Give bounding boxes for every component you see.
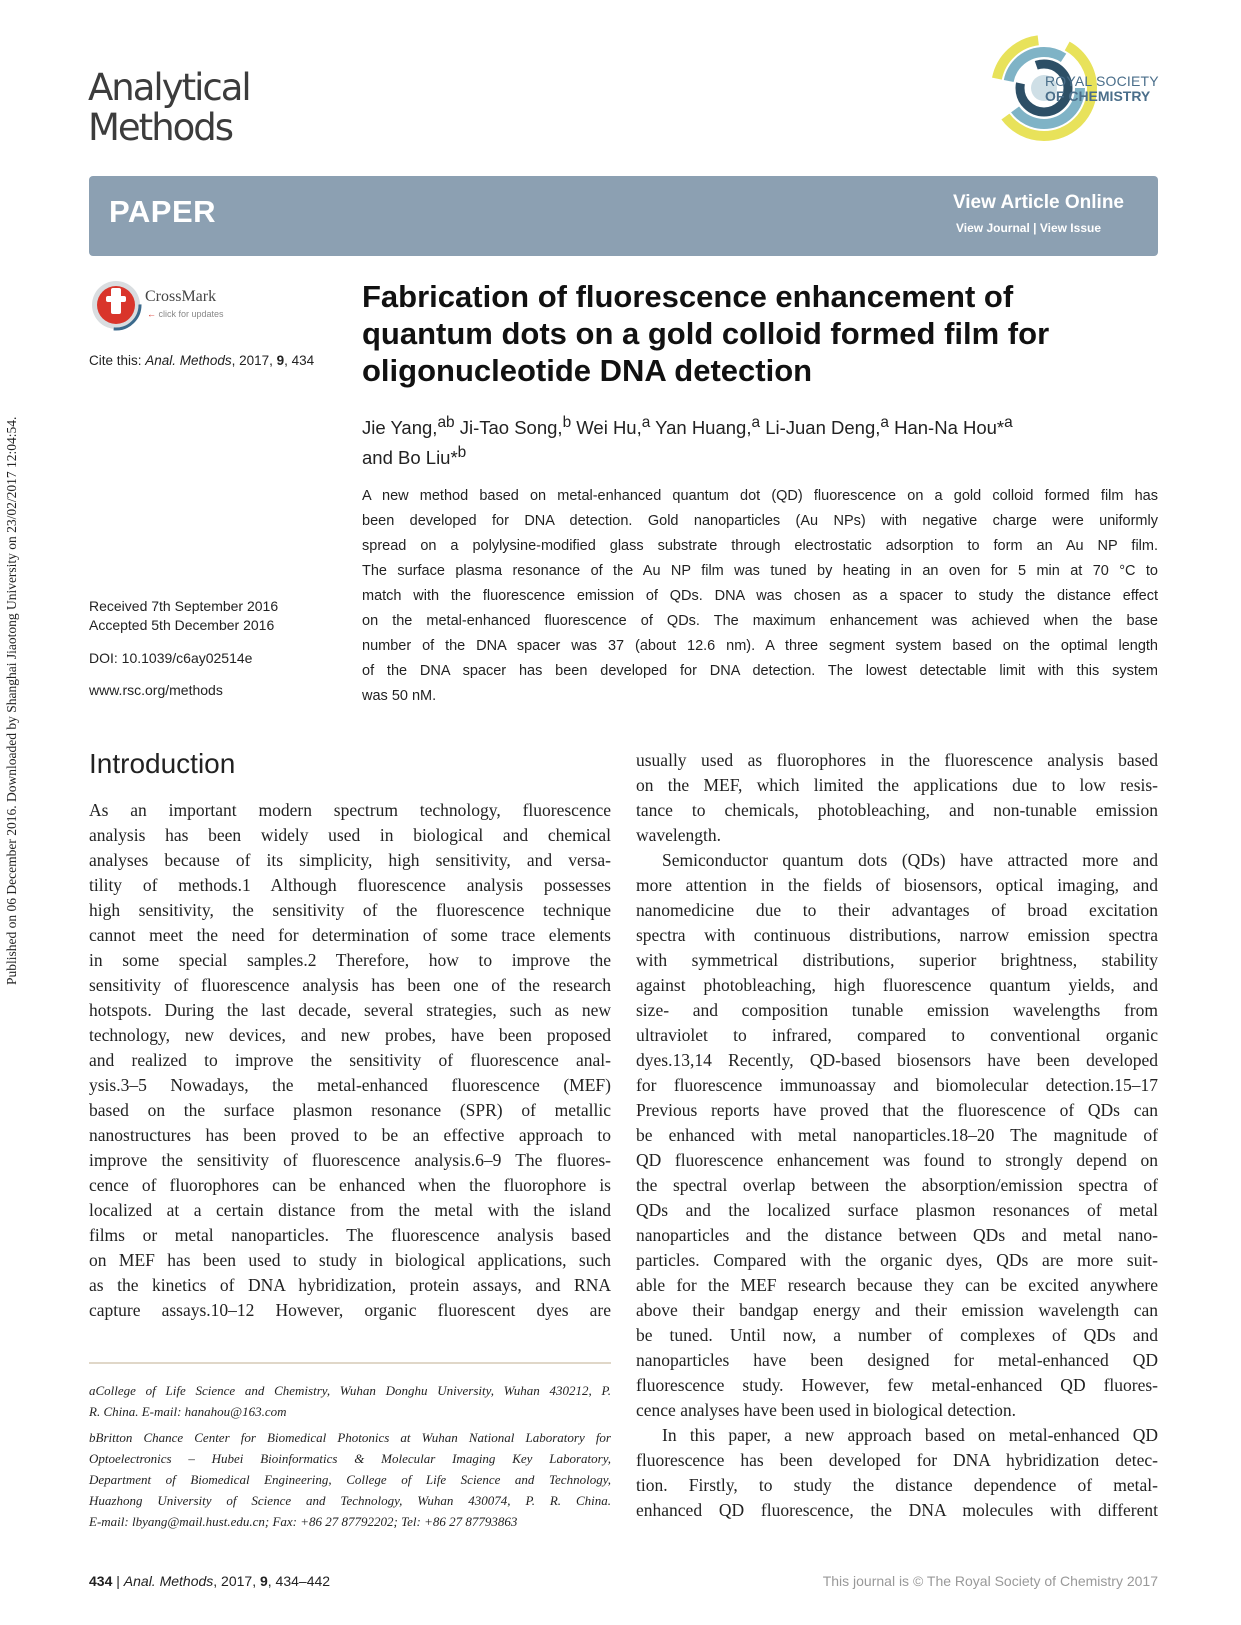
body-text-line: cence of fluorophores can be enhanced when the fluorophore is [89,1175,611,1195]
body-text-line: nanoparticles and the distance between QDs and metal nano- [636,1225,1158,1245]
abstract-line: of the DNA spacer has been developed for DNA detection. The lowest detectable limit with this system [362,663,1158,679]
copyright-notice: This journal is © The Royal Society of Chemistry 2017 [822,1573,1158,1589]
abstract-line: was 50 nM. [362,688,437,704]
body-text-line: wavelength. [636,825,722,845]
journal-logo [88,68,250,148]
body-text-line: Semiconductor quantum dots (QDs) have attracted more and [662,850,1158,870]
body-text-line: in some special samples.2 Therefore, how to improve the [89,950,611,970]
crossmark-button[interactable] [89,278,239,332]
footnote-line: E-mail: lbyang@mail.hust.edu.cn; Fax: +86 27 87792202; Tel: +86 27 87793863 [89,1514,518,1529]
abstract-line: match with the fluorescence emission of QDs. DNA was chosen as a spacer to study the distance effect [362,588,1158,604]
crossmark-icon [89,278,143,332]
body-text-line: tance to chemicals, photobleaching, and non-tunable emission [636,800,1158,820]
footnote-line: R. China. E-mail: hanahou@163.com [89,1404,287,1419]
abstract [362,484,1158,709]
abstract-line: spread on a polylysine-modified glass substrate through electrostatic adsorption to form an Au NP film. [362,538,1158,554]
view-links-separator: | [1033,221,1037,235]
doi: DOI: 10.1039/c6ay02514e [89,650,253,666]
body-column-left [89,798,611,1323]
footnote-line: Optoelectronics – Hubei Bioinformatics & Molecular Imaging Key Laboratory, [89,1451,611,1466]
body-text-line: dyes.13,14 Recently, QD-based biosensors have been developed [636,1050,1158,1070]
body-text-line: as the kinetics of DNA hybridization, protein assays, and RNA [89,1275,611,1295]
view-links [956,221,1101,235]
footnote-line: Department of Biomedical Engineering, College of Life Science and Technology, [89,1472,611,1487]
body-text-line: Previous reports have proved that the fluorescence of QDs can [636,1100,1158,1120]
abstract-line: number of the DNA spacer was 37 (about 12.6 nm). A three segment system based on the optimal length [362,638,1158,654]
body-text-line: hotspots. During the last decade, several strategies, such as new [89,1000,611,1020]
body-text-line: fluorescence has been developed for DNA hybridization detec- [636,1450,1158,1470]
body-text-line: size- and composition tunable emission wavelengths from [636,1000,1158,1020]
body-text-line: for fluorescence immunoassay and biomolecular detection.15–17 [636,1075,1158,1095]
body-text-line: tility of methods.1 Although fluorescence analysis possesses [89,875,611,895]
view-journal-link[interactable]: View Journal [955,221,1030,235]
body-text-line: localized at a certain distance from the metal with the island [89,1200,611,1220]
abstract-line: on the metal-enhanced fluorescence of QDs. The maximum enhancement was achieved when the base [362,613,1158,629]
body-text-line: sensitivity of fluorescence analysis has been one of the research [89,975,611,995]
citation: Cite this: Anal. Methods, 2017, 9, 434 [89,353,315,368]
body-text-line: In this paper, a new approach based on metal-enhanced QD [662,1425,1158,1445]
body-column-right [636,748,1158,1523]
publisher-line-2: OF CHEMISTRY [1045,88,1151,104]
article-type-banner [89,176,1158,256]
crossmark-sublabel: ← click for updates [147,309,224,319]
body-text-line: more attention in the fields of biosensors, optical imaging, and [636,875,1158,895]
body-text-line: based on the surface plasmon resonance (SPR) of metallic [89,1100,611,1120]
author-list [362,410,1152,470]
accepted-date: Accepted 5th December 2016 [89,617,275,633]
body-text-line: with symmetrical distributions, superior brightness, stability [636,950,1158,970]
body-text-line: ultraviolet to infrared, compared to conventional organic [636,1025,1158,1045]
authors-line: and Bo Liu*$^b$ [362,444,467,469]
body-text-line: spectra with continuous distributions, narrow emission spectra [636,925,1158,945]
title-line: Fabrication of fluorescence enhancement of [362,279,1014,314]
body-text-line: particles. Compared with the organic dyes, QDs are more suit- [636,1250,1158,1270]
body-text-line: QDs and the localized surface plasmon resonances of metal [636,1200,1158,1220]
authors-line: Jie Yang,$^{ab}$ Ji-Tao Song,$^b$ Wei Hu,$^a$ Yan Huang,$^a$ Li-Juan Deng,$^a$ Han-Na Hou*$^a$ [362,414,1013,439]
body-text-line: tion. Firstly, to study the distance dependence of metal- [636,1475,1158,1495]
footnote-line: bBritton Chance Center for Biomedical Photonics at Wuhan National Laboratory for [89,1430,611,1445]
view-article-online-link[interactable]: View Article Online [952,192,1124,213]
abstract-line: been developed for DNA detection. Gold nanoparticles (Au NPs) with negative charge were uniformly [362,513,1158,529]
title-line: oligonucleotide DNA detection [362,353,813,388]
footnote-divider [89,1362,611,1364]
body-text-line: capture assays.10–12 However, organic fluorescent dyes are [89,1300,611,1320]
body-text-line: the spectral overlap between the absorption/emission spectra of [636,1175,1158,1195]
publisher-wordmark [1045,74,1159,104]
body-text-line: usually used as fluorophores in the fluorescence analysis based [636,750,1158,770]
body-text-line: above their bandgap energy and their emission wavelength can [636,1300,1158,1320]
body-text-line: cence analyses have been used in biological detection. [636,1400,1016,1420]
body-text-line: on MEF has been used to study in biological applications, such [89,1250,611,1270]
body-text-line: nanostructures has been proved to be an effective approach to [89,1125,611,1145]
abstract-line: A new method based on metal-enhanced quantum dot (QD) fluorescence on a gold colloid formed film has [362,488,1158,504]
body-text-line: and realized to improve the sensitivity of fluorescence anal- [89,1050,611,1070]
body-text-line: be tuned. Until now, a number of complexes of QDs and [636,1325,1158,1345]
body-text-line: QD fluorescence enhancement was found to strongly depend on [636,1150,1158,1170]
section-heading-introduction: Introduction [89,748,236,779]
journal-logo-line-2: Methods [88,106,233,149]
journal-url-link[interactable]: www.rsc.org/methods [89,682,223,698]
publisher-line-1: ROYAL SOCIETY [1045,73,1159,89]
abstract-line: The surface plasma resonance of the Au NP film was tuned by heating in an oven for 5 min at 70 °C to [362,563,1158,579]
body-text-line: cannot meet the need for determination of some trace elements [89,925,611,945]
download-watermark: Published on 06 December 2016. Downloaded by Shanghai Jiaotong University on 23/02/2017 12:04:54. [4,416,19,985]
footnote-line: aCollege of Life Science and Chemistry, Wuhan Donghu University, Wuhan 430212, P. [89,1383,611,1398]
footnote-line: Huazhong University of Science and Technology, Wuhan 430074, P. R. China. [89,1493,611,1508]
body-text-line: analysis has been widely used in biological and chemical [89,825,611,845]
view-issue-link[interactable]: View Issue [1039,221,1101,235]
body-text-line: films or metal nanoparticles. The fluorescence analysis based [89,1225,611,1245]
received-date: Received 7th September 2016 [89,598,279,614]
article-title [362,278,1142,389]
body-text-line: fluorescence study. However, few metal-enhanced QD fluores- [636,1375,1158,1395]
page-footer-citation: 434 | Anal. Methods, 2017, 9, 434–442 [89,1573,331,1589]
body-text-line: analyses because of its simplicity, high sensitivity, and versa- [89,850,611,870]
body-text-line: against photobleaching, high fluorescence quantum yields, and [636,975,1158,995]
title-line: quantum dots on a gold colloid formed film for [362,316,1050,351]
body-text-line: able for the MEF research because they can be excited anywhere [636,1275,1158,1295]
body-text-line: As an important modern spectrum technology, fluorescence [89,800,611,820]
body-text-line: high sensitivity, the sensitivity of the fluorescence technique [89,900,611,920]
body-text-line: on the MEF, which limited the applications due to low resis- [636,775,1158,795]
body-text-line: technology, new devices, and new probes, have been proposed [89,1025,611,1045]
crossmark-label: CrossMark [145,288,217,305]
body-text-line: nanomedicine due to their advantages of broad excitation [636,900,1158,920]
article-type-label: PAPER [109,194,217,229]
journal-logo-line-1: Analytical [88,66,250,109]
body-text-line: nanoparticles have been designed for metal-enhanced QD [636,1350,1158,1370]
body-text-line: improve the sensitivity of fluorescence analysis.6–9 The fluores- [89,1150,611,1170]
affiliation-footnotes [89,1380,611,1532]
body-text-line: ysis.3–5 Nowadays, the metal-enhanced fluorescence (MEF) [89,1075,611,1095]
body-text-line: enhanced QD fluorescence, the DNA molecules with different [636,1500,1158,1520]
body-text-line: be enhanced with metal nanoparticles.18–20 The magnitude of [636,1125,1158,1145]
